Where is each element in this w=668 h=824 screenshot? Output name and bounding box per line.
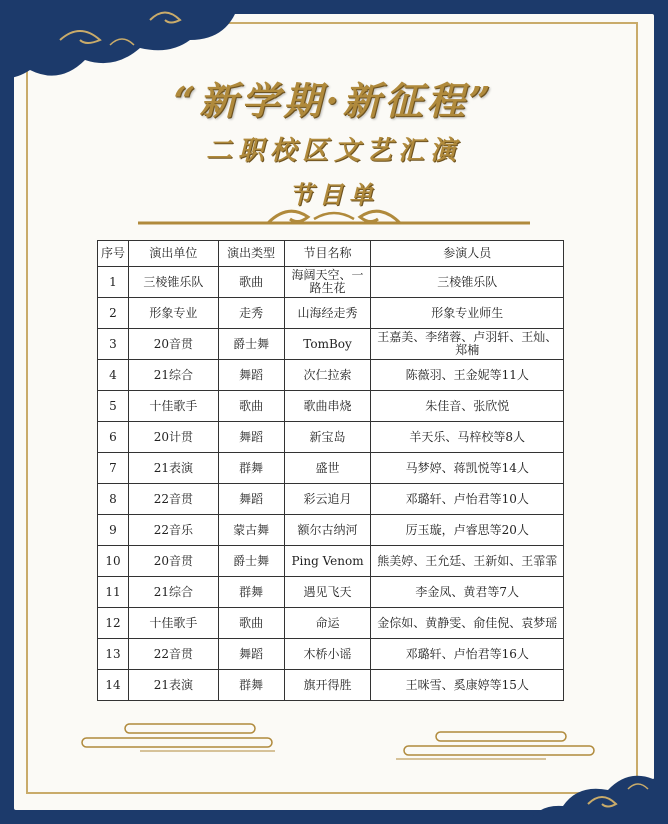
header-unit: 演出单位 <box>128 241 218 267</box>
row-program-name: 额尔古纳河 <box>284 515 371 546</box>
row-type: 群舞 <box>218 670 284 701</box>
row-program-name: 命运 <box>284 608 371 639</box>
row-performers: 厉玉璇，卢睿思等20人 <box>371 515 564 546</box>
row-number: 4 <box>98 360 129 391</box>
program-table <box>97 240 564 701</box>
row-program-name: 新宝岛 <box>284 422 371 453</box>
row-type: 蒙古舞 <box>218 515 284 546</box>
row-program-name: 山海经走秀 <box>284 298 371 329</box>
table-row <box>98 639 564 670</box>
row-type: 群舞 <box>218 453 284 484</box>
row-type: 舞蹈 <box>218 360 284 391</box>
row-unit: 20音贯 <box>128 329 218 360</box>
row-program-name: 歌曲串烧 <box>284 391 371 422</box>
row-number: 12 <box>98 608 129 639</box>
gold-scroll-ornament-left-icon <box>80 722 280 752</box>
table-row <box>98 360 564 391</box>
row-type: 舞蹈 <box>218 639 284 670</box>
row-unit: 21综合 <box>128 360 218 391</box>
gold-cloud-divider-icon <box>138 205 530 235</box>
row-number: 11 <box>98 577 129 608</box>
header-type: 演出类型 <box>218 241 284 267</box>
header-performers: 参演人员 <box>371 241 564 267</box>
row-performers: 王嘉美、李绪蓉、卢羽轩、王灿、郑楠 <box>371 329 564 360</box>
row-unit: 20计贯 <box>128 422 218 453</box>
row-unit: 21表演 <box>128 670 218 701</box>
table-row <box>98 298 564 329</box>
table-row <box>98 391 564 422</box>
row-number: 2 <box>98 298 129 329</box>
page-title: “新学期·新征程” <box>173 78 495 123</box>
row-unit: 22音贯 <box>128 484 218 515</box>
row-unit: 20音贯 <box>128 546 218 577</box>
cloud-ornament-bottom-right-icon <box>528 754 668 824</box>
table-row <box>98 670 564 701</box>
row-number: 9 <box>98 515 129 546</box>
row-type: 歌曲 <box>218 391 284 422</box>
row-performers: 陈薇羽、王金妮等11人 <box>371 360 564 391</box>
table-row <box>98 577 564 608</box>
row-performers: 邓璐轩、卢怡君等10人 <box>371 484 564 515</box>
row-program-name: 遇见飞天 <box>284 577 371 608</box>
table-row <box>98 453 564 484</box>
row-number: 13 <box>98 639 129 670</box>
row-type: 走秀 <box>218 298 284 329</box>
table-row <box>98 546 564 577</box>
row-program-name: 盛世 <box>284 453 371 484</box>
row-number: 7 <box>98 453 129 484</box>
row-performers: 李金凤、黄君等7人 <box>371 577 564 608</box>
row-performers: 王咪雪、奚康婷等15人 <box>371 670 564 701</box>
gold-scroll-ornament-right-icon <box>396 730 596 760</box>
row-program-name: 次仁拉索 <box>284 360 371 391</box>
row-performers: 邓璐轩、卢怡君等16人 <box>371 639 564 670</box>
header-program-name: 节目名称 <box>284 241 371 267</box>
row-type: 歌曲 <box>218 608 284 639</box>
row-number: 1 <box>98 267 129 298</box>
row-program-name: 木桥小谣 <box>284 639 371 670</box>
row-performers: 羊天乐、马梓校等8人 <box>371 422 564 453</box>
row-unit: 22音乐 <box>128 515 218 546</box>
row-program-name: 海阔天空、一路生花 <box>284 267 371 298</box>
row-performers: 形象专业师生 <box>371 298 564 329</box>
row-program-name: TomBoy <box>284 329 371 360</box>
table-row <box>98 329 564 360</box>
table-row <box>98 267 564 298</box>
row-type: 爵士舞 <box>218 329 284 360</box>
row-number: 5 <box>98 391 129 422</box>
table-row <box>98 484 564 515</box>
row-performers: 马梦婷、蒋凯悦等14人 <box>371 453 564 484</box>
event-subtitle: 二职校区文艺汇演 <box>205 136 462 166</box>
table-row <box>98 515 564 546</box>
row-number: 3 <box>98 329 129 360</box>
row-unit: 十佳歌手 <box>128 608 218 639</box>
row-type: 群舞 <box>218 577 284 608</box>
row-number: 14 <box>98 670 129 701</box>
row-unit: 形象专业 <box>128 298 218 329</box>
row-program-name: 旗开得胜 <box>284 670 371 701</box>
header-number: 序号 <box>98 241 129 267</box>
table-header-row <box>98 241 564 267</box>
row-program-name: 彩云追月 <box>284 484 371 515</box>
row-performers: 熊美婷、王允廷、王新如、王霏霏 <box>371 546 564 577</box>
row-performers: 金倧如、黄静雯、俞佳倪、袁梦瑶 <box>371 608 564 639</box>
table-row <box>98 422 564 453</box>
row-performers: 朱佳音、张欣悦 <box>371 391 564 422</box>
row-unit: 22音贯 <box>128 639 218 670</box>
row-unit: 十佳歌手 <box>128 391 218 422</box>
row-number: 6 <box>98 422 129 453</box>
row-program-name: Ping Venom <box>284 546 371 577</box>
row-performers: 三棱锥乐队 <box>371 267 564 298</box>
program-list-title: 节目单 <box>289 180 379 209</box>
row-number: 8 <box>98 484 129 515</box>
row-number: 10 <box>98 546 129 577</box>
table-row <box>98 608 564 639</box>
row-unit: 21表演 <box>128 453 218 484</box>
row-unit: 21综合 <box>128 577 218 608</box>
row-type: 爵士舞 <box>218 546 284 577</box>
row-type: 舞蹈 <box>218 422 284 453</box>
row-unit: 三棱锥乐队 <box>128 267 218 298</box>
row-type: 歌曲 <box>218 267 284 298</box>
row-type: 舞蹈 <box>218 484 284 515</box>
